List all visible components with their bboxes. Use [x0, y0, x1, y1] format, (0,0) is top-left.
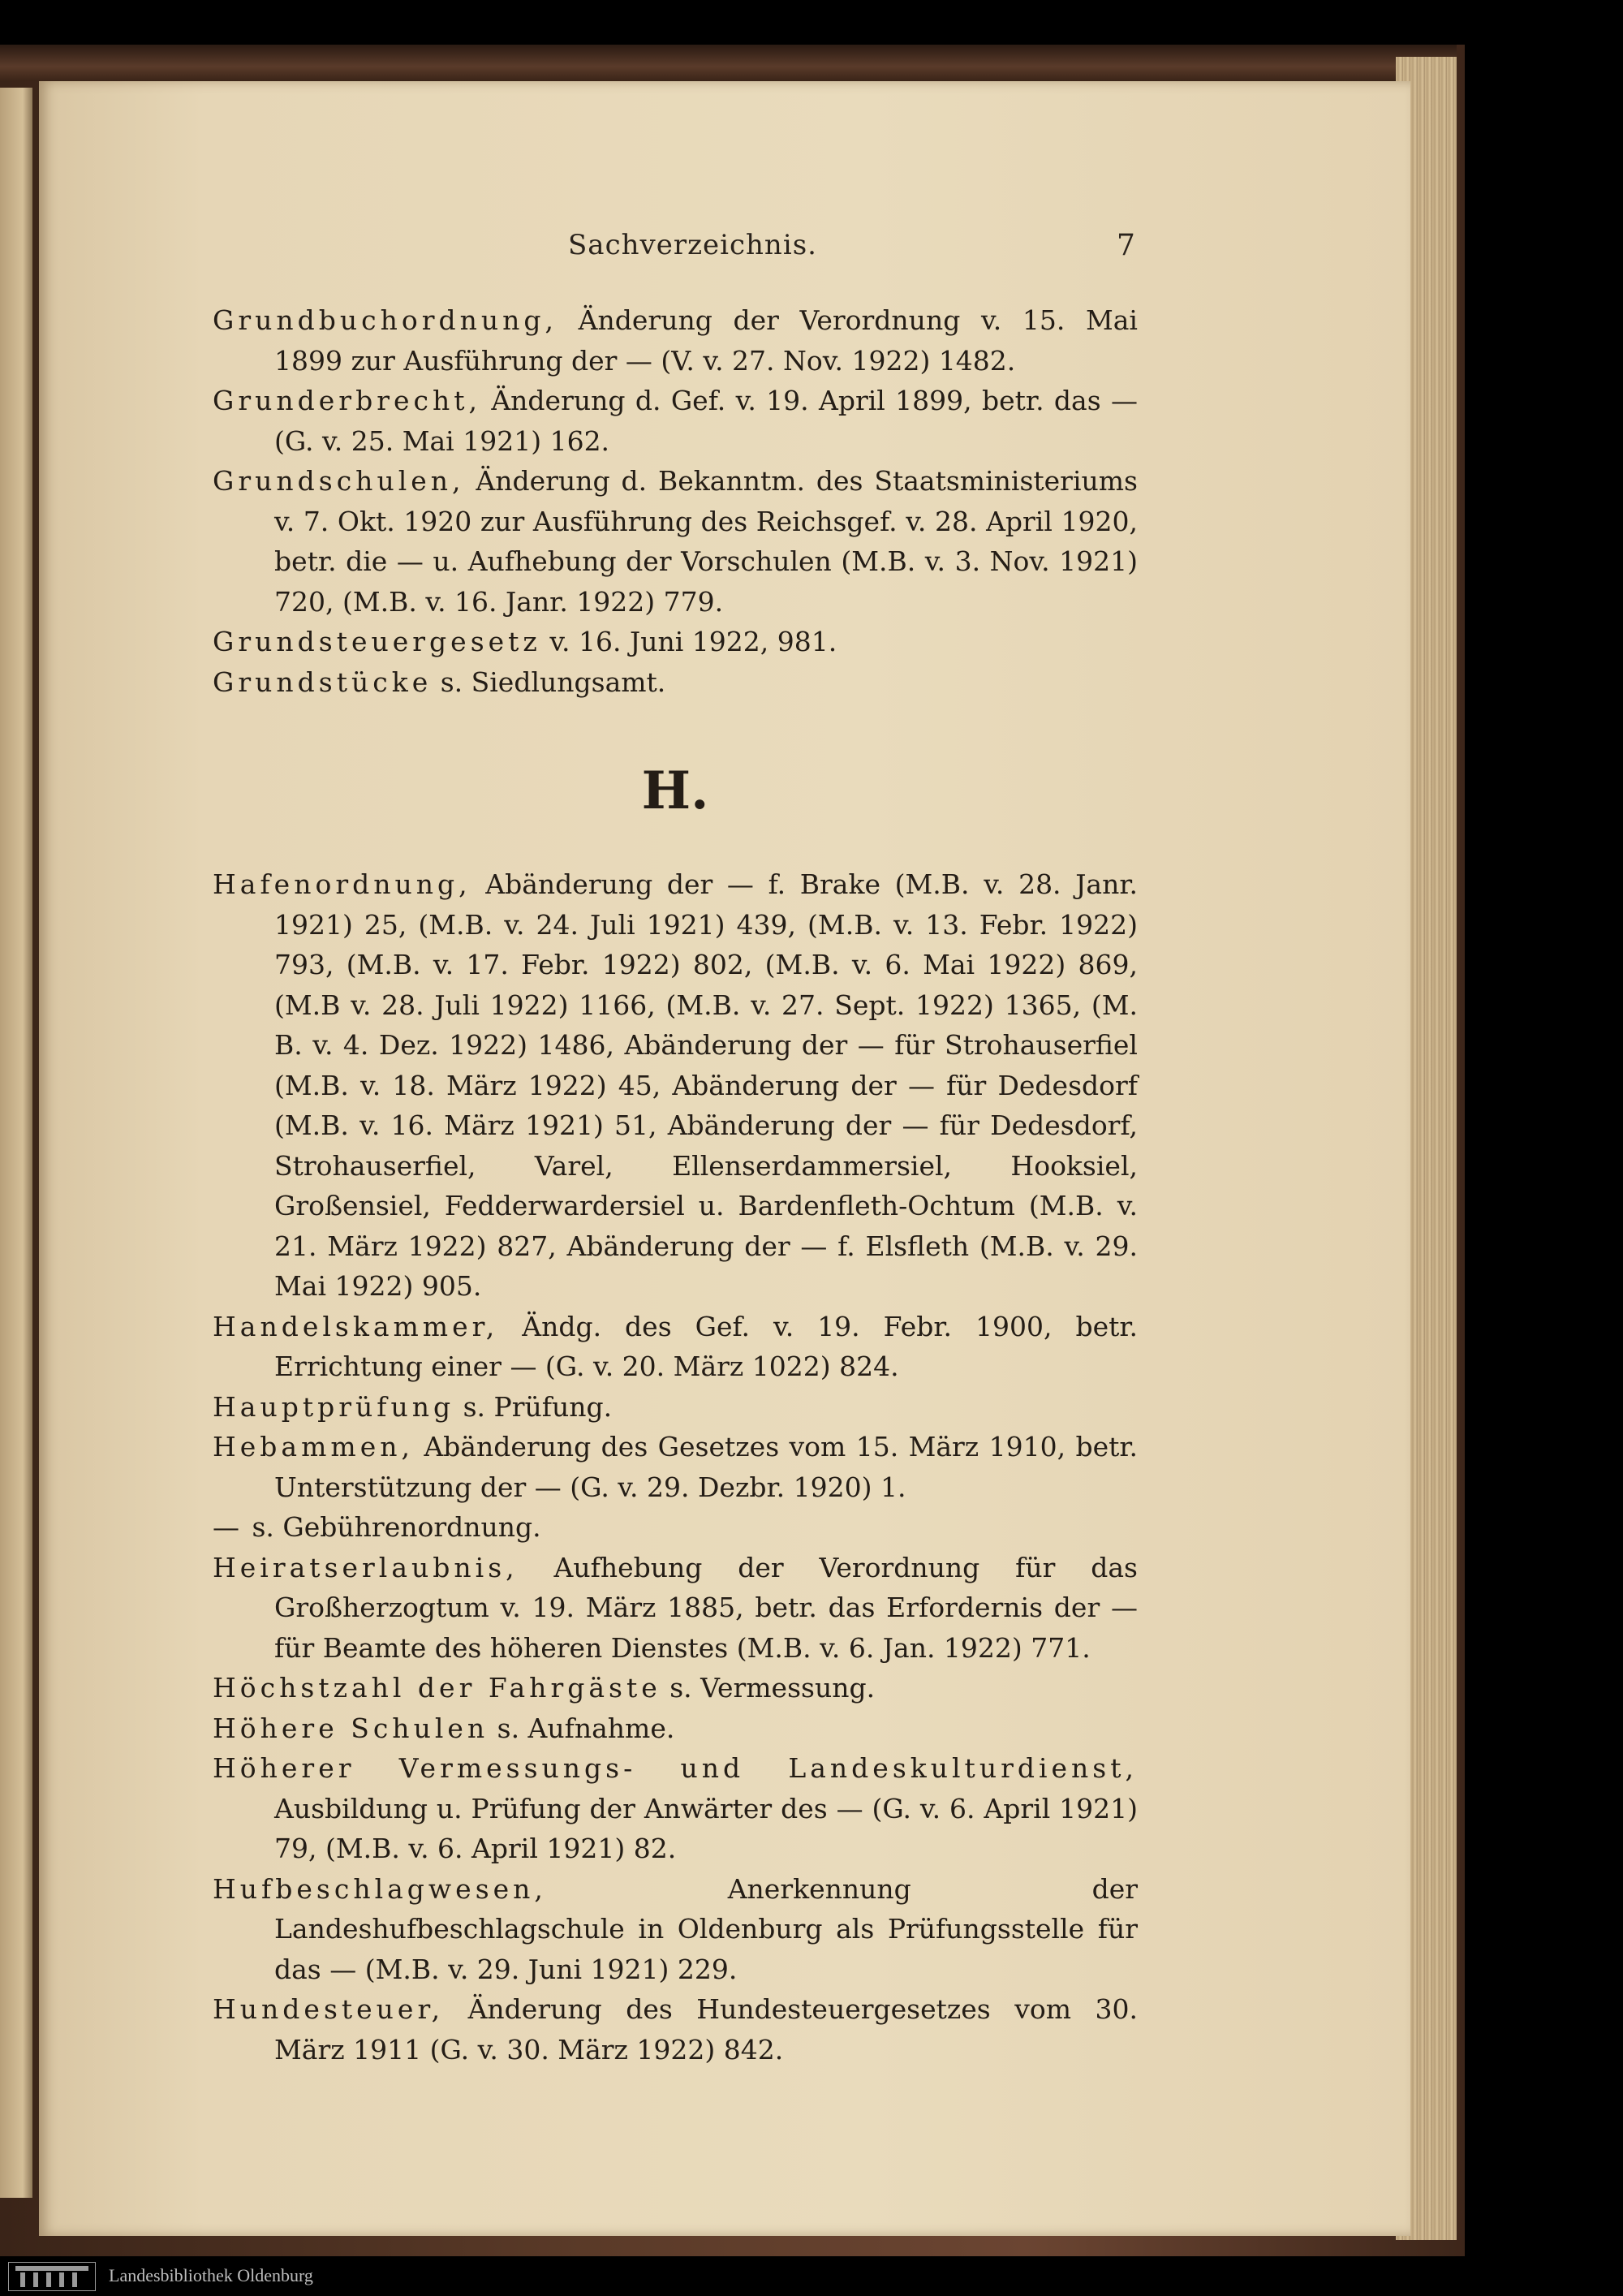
entry-head: Hundesteuer, — [213, 1993, 445, 2025]
index-entry — [213, 1387, 1138, 1428]
entry-head: Grundbuchordnung, — [213, 304, 558, 336]
entry-text: Änderung der Verordnung v. 15. Mai 1899 zur Ausführung der — (V. v. 27. Nov. 1922) 1482. — [274, 304, 1138, 377]
index-content — [213, 300, 1138, 2070]
entry-text: Ausbildung u. Prüfung der Anwärter des — (G. v. 6. April 1921) 79, (M.B. v. 6. April 1921) 82. — [274, 1792, 1138, 1864]
entry-text: v. 16. Juni 1922, 981. — [540, 626, 837, 657]
index-entry — [213, 1869, 1138, 1990]
page-number: 7 — [1117, 229, 1135, 262]
entry-text: s. Gebührenordnung. — [243, 1511, 541, 1543]
entry-text: Änderung d. Gef. v. 19. April 1899, betr. das — (G. v. 25. Mai 1921) 162. — [274, 385, 1138, 457]
entry-head: Hauptprüfung — [213, 1390, 455, 1423]
entries-after-section — [213, 864, 1138, 2070]
library-name: Landesbibliothek Oldenburg — [109, 2265, 313, 2285]
entry-text: s. Vermessung. — [661, 1672, 876, 1704]
entry-head: Grundsteuergesetz — [213, 626, 541, 657]
entry-text: Anerkennung der Landeshufbeschlagschule in Oldenburg als Prüfungsstelle für das — (M.B. v. 29. Juni 1921) 229. — [274, 1872, 1138, 1985]
entry-text: s. Aufnahme. — [489, 1712, 675, 1744]
index-entry — [213, 1427, 1138, 1507]
entry-head: Heiratserlaubnis, — [213, 1551, 519, 1583]
section-letter-heading: H. — [641, 760, 709, 821]
left-page-edge — [0, 88, 32, 2198]
library-footer — [0, 2257, 1623, 2296]
index-entry — [213, 1548, 1138, 1669]
index-entry — [213, 300, 1138, 381]
entry-text: Änderung des Hundesteuergesetzes vom 30. März 1911 (G. v. 30. März 1922) 842. — [274, 1993, 1138, 2066]
entry-head: Handelskammer, — [213, 1310, 499, 1342]
index-entry — [213, 461, 1138, 622]
entry-text: Ändg. des Gef. v. 19. Febr. 1900, betr. Errichtung einer — (G. v. 20. März 1022) 824. — [274, 1310, 1138, 1382]
entry-text: s. Siedlungsamt. — [432, 666, 666, 698]
entry-head: Grundschulen, — [213, 465, 465, 497]
entry-head: Grundstücke — [213, 666, 433, 698]
entry-head: Hebammen, — [213, 1431, 414, 1462]
entry-text: Abänderung der — f. Brake (M.B. v. 28. Janr. 1921) 25, (M.B. v. 24. Juli 1921) 439, (M.B. v. 13. Febr. 1922) 793, (M.B. v. 17. Febr. 1922) 802, (M.B. v. 6. Mai 1922) 869, (M.B v. 28. Juli 1922) 1166, (M.B. v. 27. Sept. 1922) 1365, (M. B. v. 4. Dez. 1922) 1486, Abänderung der — für Strohauserfiel (M.B. v. 18. März 1922) 45, Abänderung der — für Dedesdorf (M.B. v. 16. März 1921) 51, Abänderung der — für Dedesdorf, Strohauserfiel, Varel, Ellenserdammersiel, Hooksiel, Großensiel, Fedderwardersiel u. Bardenfleth-Ochtum (M.B. v. 21. März 1922) 827, Abänderung der — f. Elsfleth (M.B. v. 29. Mai 1922) 905. — [274, 868, 1138, 1302]
entries-before-section — [213, 300, 1138, 702]
index-entry — [213, 381, 1138, 461]
entry-head: Höhere Schulen — [213, 1712, 489, 1744]
index-entry — [213, 864, 1138, 1307]
entry-text: Aufhebung der Verordnung für das Großherzogtum v. 19. März 1885, betr. das Erfordernis der — für Beamte des höheren Dienstes (M.B. v. 6. Jan. 1922) 771. — [274, 1551, 1138, 1664]
entry-head: Hufbeschlagwesen, — [213, 1872, 547, 1905]
entry-head: — — [213, 1511, 243, 1543]
index-entry — [213, 1708, 1138, 1749]
entry-head: Grunderbrecht, — [213, 385, 481, 416]
index-entry — [213, 1507, 1138, 1548]
entry-head: Hafenordnung, — [213, 868, 471, 900]
index-entry — [213, 662, 1138, 703]
entry-head: Höchstzahl der Fahrgäste — [213, 1672, 661, 1704]
entry-head: Höherer Vermessungs- und Landeskulturdienst, — [213, 1752, 1138, 1784]
index-entry — [213, 1307, 1138, 1387]
page-header — [0, 229, 1623, 269]
book-top-edge — [0, 45, 1457, 81]
running-head: Sachverzeichnis. — [568, 229, 817, 261]
entry-text: Änderung d. Bekanntm. des Staatsministeriums v. 7. Okt. 1920 zur Ausführung des Reichsgef. v. 28. April 1920, betr. die — u. Aufhebung der Vorschulen (M.B. v. 3. Nov. 1921) 720, (M.B. v. 16. Janr. 1922) 779. — [274, 465, 1138, 618]
index-entry — [213, 1989, 1138, 2070]
index-entry — [213, 1668, 1138, 1708]
index-entry — [213, 1748, 1138, 1869]
entry-text: Abänderung des Gesetzes vom 15. März 1910, betr. Unterstützung der — (G. v. 29. Dezbr. 1920) 1. — [274, 1431, 1138, 1503]
index-entry — [213, 622, 1138, 662]
library-building-icon — [8, 2262, 96, 2291]
entry-text: s. Prüfung. — [454, 1390, 613, 1423]
